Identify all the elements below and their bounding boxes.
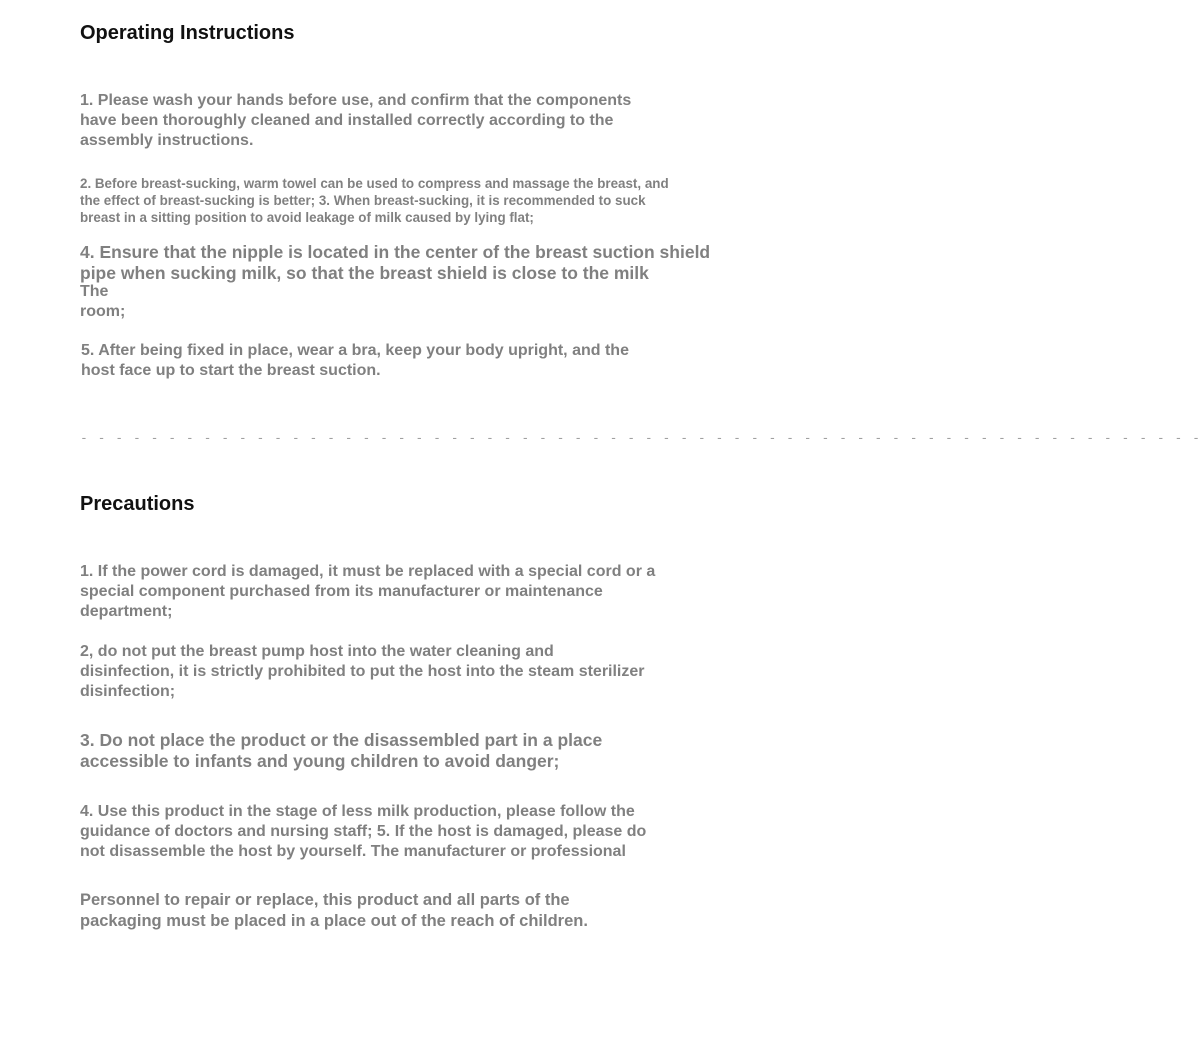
- precaution-4-5-line: not disassemble the host by yourself. The manufacturer or professional: [80, 843, 626, 860]
- operating-step-4-tail-line: room;: [80, 303, 126, 320]
- precaution-2-line: disinfection;: [80, 683, 176, 700]
- precaution-5-continued-line: Personnel to repair or replace, this product and all parts of the: [80, 891, 570, 909]
- operating-step-5-line: 5. After being fixed in place, wear a bra, keep your body upright, and the: [81, 342, 629, 359]
- precaution-1-line: special component purchased from its manufacturer or maintenance: [80, 583, 603, 600]
- section-divider: - - - - - - - - - - - - - - - - - - - - - - - - - - - - - - - - - - - - - - - - - - - - - - - - - - - - - - - - - - - - - - - -: [80, 431, 1201, 446]
- precaution-4-5-line: guidance of doctors and nursing staff; 5. If the host is damaged, please do: [80, 823, 647, 840]
- precaution-5-continued: [80, 890, 588, 932]
- operating-step-1-line: have been thoroughly cleaned and installed correctly according to the: [80, 112, 614, 129]
- operating-step-2-3-line: 2. Before breast-sucking, warm towel can be used to compress and massage the breast, and: [80, 176, 669, 191]
- precautions-heading: Precautions: [80, 493, 195, 515]
- operating-step-4-line: pipe when sucking milk, so that the breast shield is close to the milk: [80, 263, 649, 283]
- operating-step-4: [80, 242, 710, 284]
- operating-step-1-line: assembly instructions.: [80, 132, 254, 149]
- operating-step-1: [80, 91, 631, 151]
- operating-step-4-line: 4. Ensure that the nipple is located in the center of the breast suction shield: [80, 242, 711, 262]
- operating-instructions-heading: Operating Instructions: [80, 22, 295, 44]
- operating-step-2-3-line: the effect of breast-sucking is better; 3. When breast-sucking, it is recommended to suck: [80, 193, 646, 208]
- operating-step-5: [81, 341, 629, 381]
- precaution-1: [80, 562, 655, 622]
- precaution-5-continued-line: packaging must be placed in a place out of the reach of children.: [80, 912, 588, 930]
- operating-step-1-line: 1. Please wash your hands before use, and confirm that the components: [80, 92, 632, 109]
- precaution-1-line: 1. If the power cord is damaged, it must be replaced with a special cord or a: [80, 563, 656, 580]
- operating-step-4-tail: [80, 282, 125, 322]
- precaution-3-line: accessible to infants and young children to avoid danger;: [80, 751, 560, 771]
- precaution-1-line: department;: [80, 603, 173, 620]
- precaution-2-line: disinfection, it is strictly prohibited to put the host into the steam sterilizer: [80, 663, 645, 680]
- precaution-3: [80, 730, 602, 772]
- precaution-4-5-line: 4. Use this product in the stage of less milk production, please follow the: [80, 803, 635, 820]
- precaution-4-5: [80, 802, 646, 862]
- precaution-2: [80, 642, 645, 702]
- operating-step-2-3: [80, 175, 669, 226]
- operating-step-2-3-line: breast in a sitting position to avoid leakage of milk caused by lying flat;: [80, 210, 534, 225]
- operating-step-5-line: host face up to start the breast suction.: [81, 362, 381, 379]
- operating-step-4-tail-line: The: [80, 283, 109, 300]
- precaution-2-line: 2, do not put the breast pump host into the water cleaning and: [80, 643, 554, 660]
- precaution-3-line: 3. Do not place the product or the disassembled part in a place: [80, 730, 603, 750]
